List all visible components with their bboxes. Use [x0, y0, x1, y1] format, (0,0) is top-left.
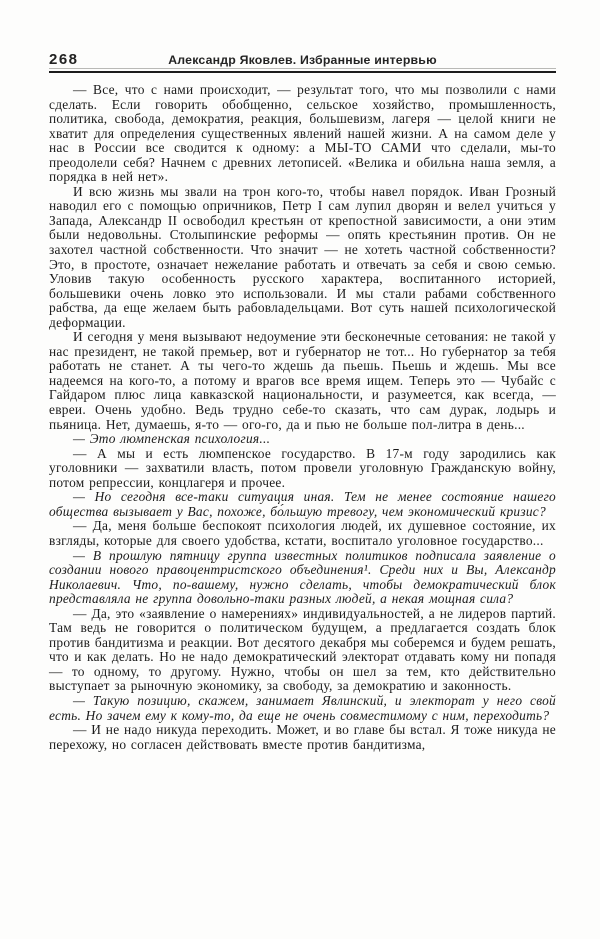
paragraph-3: И сегодня у меня вызывают недоумение эти бесконечные сетования: не такой у нас президент, не такой премьер, вот и губернатор не тот... Но губернатор за тебя работать не станет. А ты чего-то ждешь да пьешь. Пьешь и ждешь. Мы все надеемся на кого-то, а потому и врагов все время ищем. Теперь это — Чубайс с Гайдаром плюс лица кавказской национальности, и разумеется, как всегда, — евреи. Очень удобно. Ведь трудно себе-то сказать, что сам дурак, лодырь и пьяница. Нет, думаешь, я-то — ого-го, да и пью не больше пол-литра в день... — [49, 329, 556, 432]
paragraph-9: — Да, это «заявление о намерениях» индивидуальностей, а не лидеров партий. Там ведь не говорится о политическом будущем, а предлагается создать блок против бандитизма и реакции. Вот десятого декабря мы соберемся и будем решать, что и как делать. Но не надо демократический электорат отдавать кому ни попадя — то одному, то другому. Нужно, чтобы он шел за тем, кто действительно выступает за рыночную экономику, за свободу, за демократию и законность. — [49, 605, 556, 694]
page-number: 268 — [49, 51, 79, 68]
header-rule-thick — [49, 71, 556, 73]
paragraph-6-question: — Но сегодня все-таки ситуация иная. Тем не менее состояние нашего общества вызывает у Вас, похоже, бо́льшую тревогу, чем экономический кризис? — [49, 489, 556, 519]
paragraph-2: И всю жизнь мы звали на трон кого-то, чтобы навел порядок. Иван Грозный наводил его с помощью опричников, Петр I сам лупил дворян и велел учиться у Запада, Александр II освободил крестьян от крепостной зависимости, а они этим были недовольны. Столыпинские реформы — опять крестьянин против. Он не захотел частной собственности. Что значит — не хотеть частной собственности? Это, в простоте, означает нежелание работать и отвечать за себя и свою семью. Уловив такую особенность русского характера, воспитанного историей, большевики очень ловко это использовали. И мы стали рабами собственного рабства, да еще желаем быть рабовладельцами. Вот суть нашей психологической деформации. — [49, 183, 556, 330]
paragraph-5: — А мы и есть люмпенское государство. В 17-м году зародились как уголовники — захватили власть, потом провели уголовную Гражданскую войну, потом репрессии, концлагеря и прочее. — [49, 445, 556, 490]
paragraph-7: — Да, меня больше беспокоят психология людей, их душевное состояние, их взгляды, которые для своего удобства, кстати, воспитало уголовное государство... — [49, 518, 556, 548]
page-body-text — [49, 83, 556, 752]
paragraph-4-question: — Это люмпенская психология... — [73, 431, 271, 447]
paragraph-1: — Все, что с нами происходит, — результат того, что мы позволили с нами сделать. Если говорить обобщенно, сельское хозяйство, промышленность, политика, свобода, демократия, реакция, большевизм, лагеря — целой книги не хватит для определения существенных явлений нашей жизни. А на самом деле у нас в России все сводится к одному: а МЫ-ТО САМИ что сделали, мы-то преодолели себя? Начнем с древних летописей. «Велика и обильна наша земля, а порядка в ней нет». — [49, 82, 556, 185]
running-head — [49, 51, 556, 68]
running-title: Александр Яковлев. Избранные интервью — [168, 53, 437, 67]
paragraph-10-question: — Такую позицию, скажем, занимает Явлинский, и электорат у него свой есть. Но зачем ему к кому-то, да еще не очень совместимому с ним, переходить? — [49, 692, 556, 723]
header-rule-thin — [49, 68, 556, 69]
paragraph-8-question: — В прошлую пятницу группа известных политиков подписала заявление о создании нового правоцентристского объединения¹. Среди них и Вы, Александр Николаевич. Что, по-вашему, нужно сделать, чтобы демократический блок представляла не группа довольно-таки разных людей, а некая мощная сила? — [49, 547, 556, 607]
paragraph-11: — И не надо никуда переходить. Может, и во главе бы встал. Я тоже никуда не перехожу, но согласен действовать вместе против бандитизма, — [49, 722, 556, 752]
